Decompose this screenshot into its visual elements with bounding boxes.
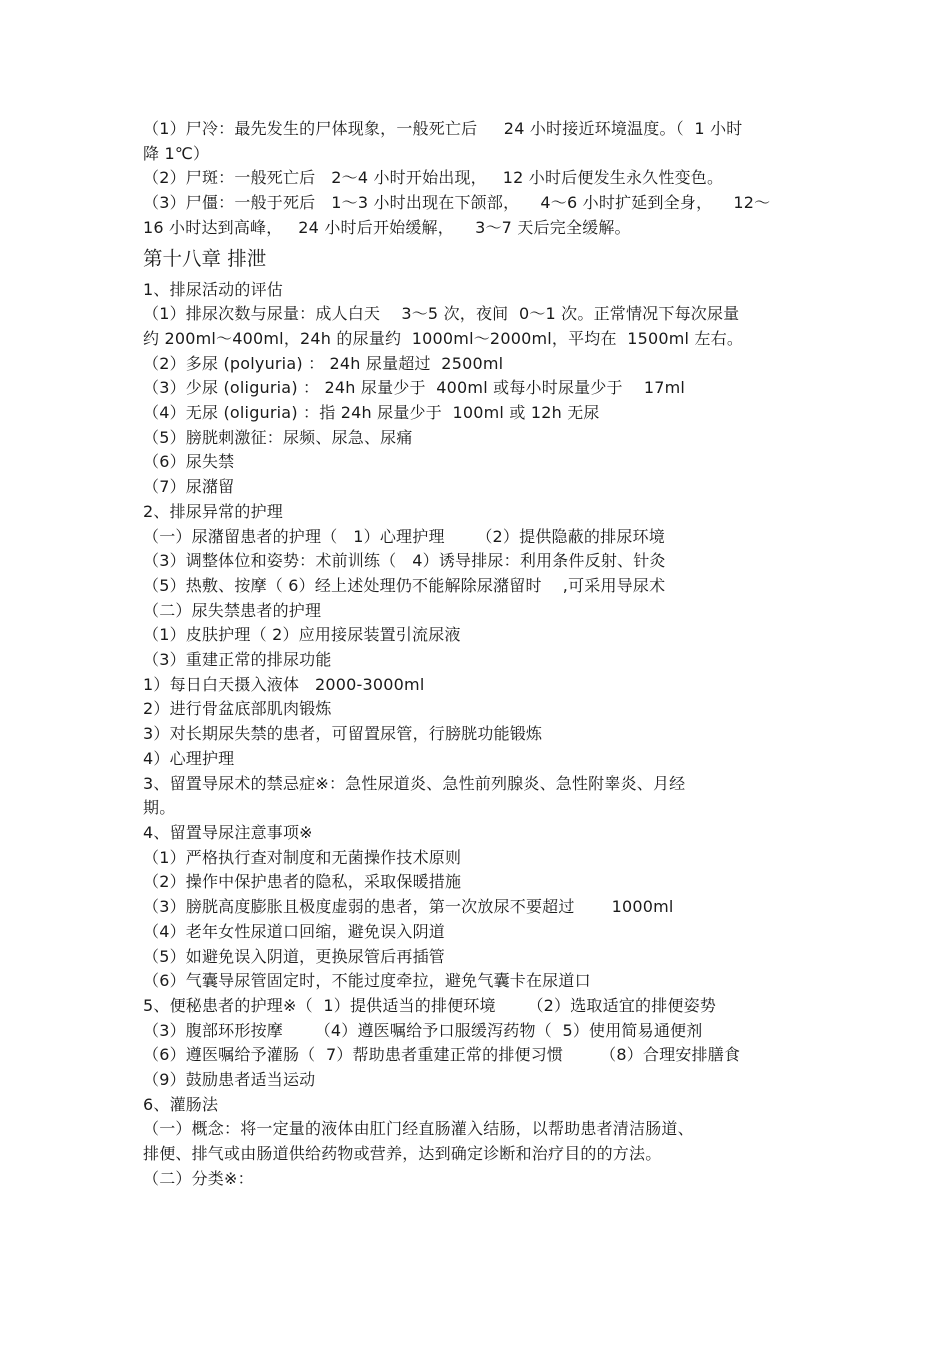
section-heading: 5、便秘患者的护理※（ 1）提供适当的排便环境 （2）选取适宜的排便姿势 [143, 995, 717, 1015]
document-content [143, 117, 815, 1192]
section-heading: 2、排尿异常的护理 [143, 501, 283, 521]
text-line: （1）排尿次数与尿量：成人白天 3～5 次，夜间 0～1 次。正常情况下每次尿量 [143, 304, 740, 324]
text-line: （9）鼓励患者适当运动 [143, 1070, 316, 1090]
text-line: （6）尿失禁 [143, 452, 235, 472]
section-heading: 4、留置导尿注意事项※ [143, 822, 313, 842]
text-line: （2）操作中保护患者的隐私，采取保暖措施 [143, 872, 462, 892]
text-line: （3）重建正常的排尿功能 [143, 650, 332, 670]
text-line: （一）概念：将一定量的液体由肛门经直肠灌入结肠，以帮助患者清洁肠道、 [143, 1119, 694, 1139]
text-line: 3）对长期尿失禁的患者，可留置尿管，行膀胱功能锻炼 [143, 724, 543, 744]
text-line: （2）尸斑：一般死亡后 2～4 小时开始出现， 12 小时后便发生永久性变色。 [143, 168, 724, 188]
section-heading: 3、留置导尿术的禁忌症※：急性尿道炎、急性前列腺炎、急性附睾炎、月经 [143, 773, 686, 793]
text-line: 1）每日白天摄入液体 2000-3000ml [143, 674, 425, 694]
text-line: （5）膀胱刺激征：尿频、尿急、尿痛 [143, 427, 413, 447]
text-line: 约 200ml～400ml，24h 的尿量约 1000ml～2000ml，平均在 1500ml 左右。 [143, 328, 744, 348]
text-line: （6）遵医嘱给予灌肠（ 7）帮助患者重建正常的排便习惯 （8）合理安排膳食 [143, 1045, 741, 1065]
text-line: 排便、排气或由肠道供给药物或营养，达到确定诊断和治疗目的的方法。 [143, 1144, 662, 1164]
text-line: （5）如避免误入阴道，更换尿管后再插管 [143, 946, 445, 966]
chapter-title: 第十八章 排泄 [143, 246, 267, 270]
text-line: （7）尿潴留 [143, 477, 235, 497]
text-line: 16 小时达到高峰， 24 小时后开始缓解， 3～7 天后完全缓解。 [143, 217, 631, 237]
section-heading: 6、灌肠法 [143, 1094, 219, 1114]
text-line: （3）调整体位和姿势：术前训练（ 4）诱导排尿：利用条件反射、针灸 [143, 551, 666, 571]
text-line: （二）分类※： [143, 1168, 254, 1188]
text-line: （6）气囊导尿管固定时，不能过度牵拉，避免气囊卡在尿道口 [143, 971, 591, 991]
text-line: 2）进行骨盆底部肌肉锻炼 [143, 699, 332, 719]
section-heading: 1、排尿活动的评估 [143, 279, 283, 299]
text-line: （4）老年女性尿道口回缩，避免误入阴道 [143, 921, 445, 941]
text-line: （1）尸冷：最先发生的尸体现象，一般死亡后 24 小时接近环境温度。（ 1 小时 [143, 119, 743, 138]
text-line: （二）尿失禁患者的护理 [143, 600, 322, 620]
text-line: （3）少尿 (oliguria) ： 24h 尿量少于 400ml 或每小时尿量少于 17ml [143, 378, 686, 398]
text-line: （一）尿潴留患者的护理（ 1）心理护理 （2）提供隐蔽的排尿环境 [143, 526, 665, 546]
text-line: （2）多尿 (polyuria) ： 24h 尿量超过 2500ml [143, 353, 504, 373]
text-line: （1）皮肤护理（ 2）应用接尿装置引流尿液 [143, 625, 461, 645]
text-line: （3）腹部环形按摩 （4）遵医嘱给予口服缓泻药物（ 5）使用简易通便剂 [143, 1020, 703, 1040]
text-line: 降 1℃） [143, 143, 210, 163]
text-line: （3）尸僵：一般于死后 1～3 小时出现在下颌部， 4～6 小时扩延到全身， 12～ [143, 193, 771, 213]
text-line: （4）无尿 (oliguria) ：指 24h 尿量少于 100ml 或 12h 无尿 [143, 403, 600, 423]
text-line: （5）热敷、按摩（ 6）经上述处理仍不能解除尿潴留时 ,可采用导尿术 [143, 575, 666, 595]
text-line: 4）心理护理 [143, 748, 235, 768]
text-line: 期。 [143, 798, 176, 818]
text-line: （3）膀胱高度膨胀且极度虚弱的患者，第一次放尿不要超过 1000ml [143, 897, 674, 917]
text-line: （1）严格执行查对制度和无菌操作技术原则 [143, 847, 462, 867]
